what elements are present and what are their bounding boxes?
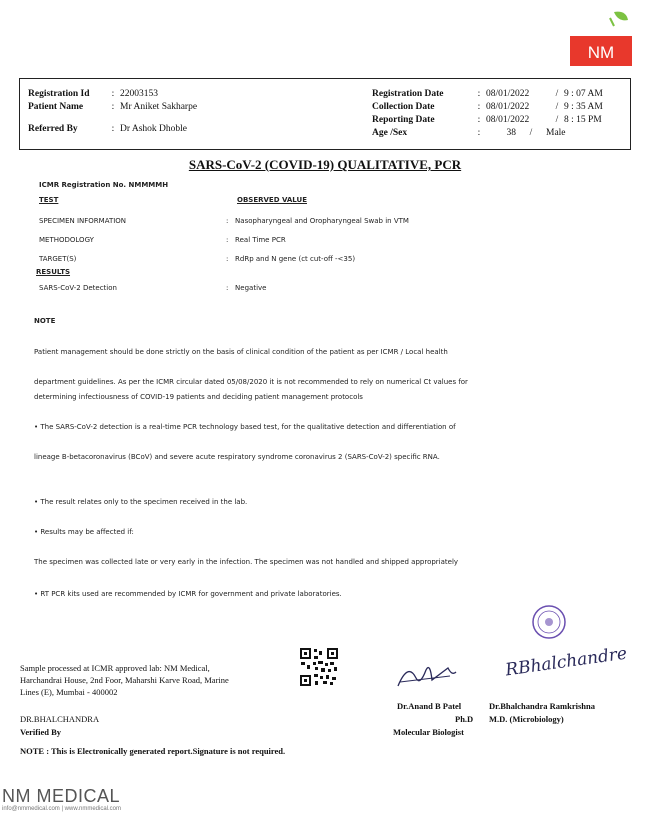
registration-id-row: Registration Id : 22003153 xyxy=(28,89,158,99)
table-row: SPECIMEN INFORMATION xyxy=(39,217,127,225)
nm-logo xyxy=(566,8,636,68)
lab-address: Sample processed at ICMR approved lab: NM Medical, Harchandrai House, 2nd Foor, Maharshi Karve Road, Marine Lines (E), Mumbai - 400002 xyxy=(20,663,229,697)
signatory2-degree: M.D. (Microbiology) xyxy=(489,714,564,724)
signatory1-degree: Ph.D xyxy=(455,714,474,724)
verified-by-label: Verified By xyxy=(20,727,62,737)
signatory2-name: Dr.Bhalchandra Ramkrishna xyxy=(489,701,595,711)
collection-date-row: Collection Date : 08/01/2022 / 9 : 35 AM xyxy=(372,102,603,112)
result-value: : Negative xyxy=(226,284,267,292)
note-bullet: lineage B-betacoronavirus (BCoV) and severe acute respiratory syndrome coronavirus 2 (SARS-CoV-2) specific RNA. xyxy=(34,453,440,461)
signatory1-role: Molecular Biologist xyxy=(393,727,464,737)
note-bullet: • RT PCR kits used are recommended by ICMR for government and private laboratories. xyxy=(34,590,342,598)
results-heading: RESULTS xyxy=(36,268,71,276)
icmr-registration: ICMR Registration No. NMMMMH xyxy=(39,181,169,189)
verifier-name: DR.BHALCHANDRA xyxy=(20,714,100,724)
result-name: SARS-CoV-2 Detection xyxy=(39,284,117,292)
registration-date-row: Registration Date : 08/01/2022 / 9 : 07 AM xyxy=(372,89,603,99)
note-heading: NOTE xyxy=(34,317,56,325)
column-observed: OBSERVED VALUE xyxy=(237,196,307,204)
note-bullet: • The result relates only to the specimen received in the lab. xyxy=(34,498,248,506)
report-title: SARS-CoV-2 (COVID-19) QUALITATIVE, PCR xyxy=(188,157,462,172)
note-paragraph: department guidelines. As per the ICMR circular dated 05/08/2020 it is not recommended to rely on numerical Ct values for determining infectiousness of COVID-19 patients and deciding patient management protocols xyxy=(34,378,468,401)
reporting-date-row: Reporting Date : 08/01/2022 / 8 : 15 PM xyxy=(372,115,602,125)
signature-bhalchandra: RBhalchandre xyxy=(504,643,629,681)
referred-by-row: Referred By : Dr Ashok Dhoble xyxy=(28,124,188,134)
patient-name-row: Patient Name : Mr Aniket Sakharpe xyxy=(28,102,198,112)
patient-header xyxy=(19,78,631,150)
brand-contact: info@nmmedical.com | www.nmmedical.com xyxy=(2,806,122,812)
note-bullet: The specimen was collected late or very early in the infection. The specimen was not handled and shipped appropriately xyxy=(34,558,459,566)
lab-stamp-icon xyxy=(531,604,567,640)
footer-note: NOTE : This is Electronically generated report.Signature is not required. xyxy=(20,746,286,756)
logo-text: NM xyxy=(587,43,615,62)
table-row: METHODOLOGY xyxy=(39,236,94,244)
brand-name: NM MEDICAL xyxy=(2,786,121,806)
note-bullet: • Results may be affected if: xyxy=(34,528,134,536)
age-sex-row: Age /Sex : 38 / Male xyxy=(372,128,566,138)
note-bullet: • The SARS-CoV-2 detection is a real-time PCR technology based test, for the qualitative detection and differentiation of xyxy=(34,423,456,431)
note-paragraph: Patient management should be done strictly on the basis of clinical condition of the patient as per ICMR / Local health xyxy=(34,348,448,356)
column-test: TEST xyxy=(39,196,59,204)
signatory1-name: Dr.Anand B Patel xyxy=(397,701,462,711)
signature-anand-icon xyxy=(390,656,460,694)
table-row: TARGET(S) xyxy=(39,255,77,263)
qr-code-icon xyxy=(299,647,339,687)
